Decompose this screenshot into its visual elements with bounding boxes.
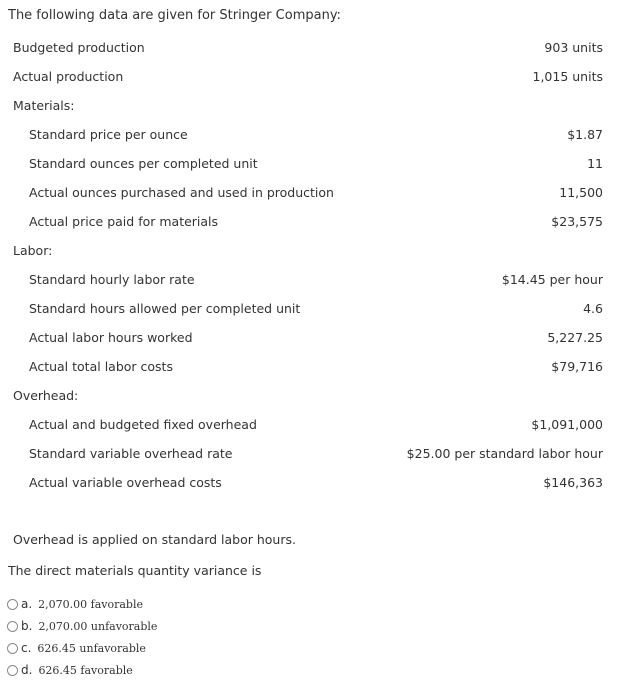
radio-button-a[interactable] xyxy=(7,599,18,610)
option-letter: b. xyxy=(21,619,33,633)
table-row xyxy=(8,294,608,323)
section-heading-materials xyxy=(8,91,608,120)
row-value: $1,091,000 xyxy=(531,417,603,432)
section-heading-overhead xyxy=(8,381,608,410)
option-letter: c. xyxy=(21,641,32,655)
row-value: $14.45 per hour xyxy=(501,272,603,287)
row-label: Standard price per ounce xyxy=(29,127,188,142)
table-row xyxy=(8,149,608,178)
section-label: Materials: xyxy=(13,98,75,113)
row-label: Actual total labor costs xyxy=(29,359,173,374)
table-row xyxy=(8,178,608,207)
row-label: Actual labor hours worked xyxy=(29,330,193,345)
option-b[interactable] xyxy=(7,615,157,637)
section-label: Overhead: xyxy=(13,388,79,403)
row-value: 903 units xyxy=(544,40,603,55)
radio-button-b[interactable] xyxy=(7,621,18,632)
table-row xyxy=(8,323,608,352)
row-label: Standard hours allowed per completed unit xyxy=(29,301,301,316)
row-label: Actual ounces purchased and used in production xyxy=(29,185,334,200)
option-letter: d. xyxy=(21,663,33,677)
row-label: Standard ounces per completed unit xyxy=(29,156,258,171)
row-value: 1,015 units xyxy=(532,69,603,84)
row-value: 4.6 xyxy=(583,301,603,316)
table-row xyxy=(8,439,608,468)
row-value: $146,363 xyxy=(543,475,603,490)
row-value: $1.87 xyxy=(567,127,603,142)
row-label: Standard hourly labor rate xyxy=(29,272,195,287)
row-value: 11,500 xyxy=(559,185,603,200)
option-a[interactable] xyxy=(7,593,157,615)
overhead-note: Overhead is applied on standard labor hours. xyxy=(13,532,296,547)
row-value: $25.00 per standard labor hour xyxy=(406,446,603,461)
section-label: Labor: xyxy=(13,243,53,258)
row-value: $79,716 xyxy=(551,359,603,374)
table-row xyxy=(8,410,608,439)
row-value: 11 xyxy=(587,156,603,171)
question-text: The direct materials quantity variance is xyxy=(8,563,262,578)
option-text: 626.45 favorable xyxy=(38,663,133,677)
table-row xyxy=(8,120,608,149)
row-label: Actual production xyxy=(13,69,124,84)
row-label: Actual and budgeted fixed overhead xyxy=(29,417,257,432)
answer-options xyxy=(7,593,157,681)
radio-button-c[interactable] xyxy=(7,643,18,654)
row-label: Budgeted production xyxy=(13,40,145,55)
option-text: 2,070.00 favorable xyxy=(38,597,144,611)
table-row xyxy=(8,468,608,497)
row-label: Actual price paid for materials xyxy=(29,214,219,229)
option-d[interactable] xyxy=(7,659,157,681)
row-label: Standard variable overhead rate xyxy=(29,446,233,461)
intro-text: The following data are given for Stringer Company: xyxy=(8,8,341,23)
table-row xyxy=(8,265,608,294)
section-heading-labor xyxy=(8,236,608,265)
row-label: Actual variable overhead costs xyxy=(29,475,222,490)
row-value: 5,227.25 xyxy=(547,330,603,345)
radio-button-d[interactable] xyxy=(7,665,18,676)
table-row xyxy=(8,33,608,62)
table-row xyxy=(8,207,608,236)
data-table xyxy=(8,33,608,497)
table-row xyxy=(8,352,608,381)
row-value: $23,575 xyxy=(551,214,603,229)
table-row xyxy=(8,62,608,91)
option-letter: a. xyxy=(21,597,33,611)
option-text: 2,070.00 unfavorable xyxy=(38,619,158,633)
option-c[interactable] xyxy=(7,637,157,659)
option-text: 626.45 unfavorable xyxy=(37,641,146,655)
